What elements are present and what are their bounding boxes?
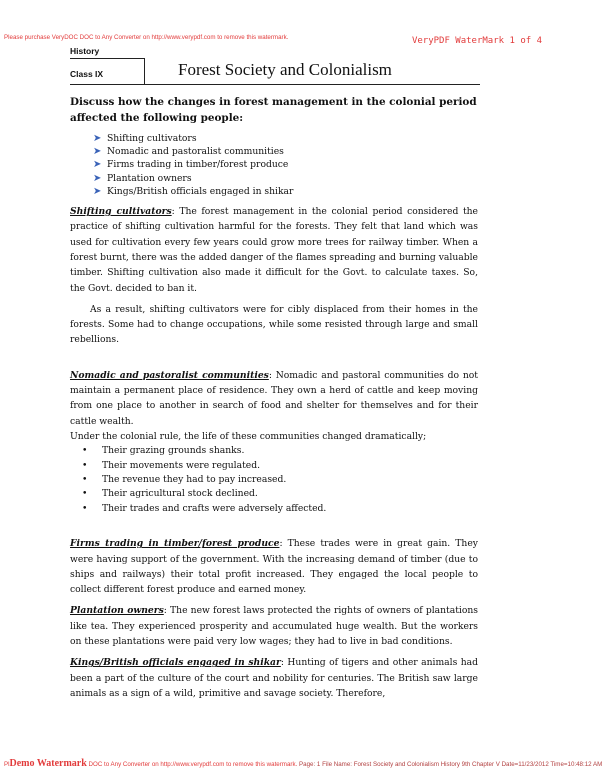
page-info: Page: 1 File Name: Forest Society and Colonialism History 9th Chapter V Date=11/23/2012 Time=10:48:12 AM xyxy=(299,761,602,768)
arrow-bullet-icon: ➤ xyxy=(93,133,102,144)
list-item: ➤ Plantation owners xyxy=(93,172,192,184)
header-divider-horizontal xyxy=(70,58,144,59)
document-body xyxy=(70,94,478,707)
question: Discuss how the changes in forest management in the colonial period affected the following people: xyxy=(70,96,477,124)
nomadic-paragraph: Nomadic and pastoralist communities: Nomadic and pastoral communities do not maintain a permanent place of residence. They own a herd of cattle and keep moving from one place to another in search of food and shelter for themselves and for their cattle wealth. xyxy=(70,369,478,427)
watermark-top-left: Please purchase VeryDOC DOC to Any Converter on http://www.verypdf.com to remove this watermark. xyxy=(4,34,289,41)
arrow-bullet-icon: ➤ xyxy=(93,172,102,184)
list-item: • Their movements were regulated. xyxy=(82,459,478,473)
header-subject: History xyxy=(70,46,100,56)
plantation-paragraph: Plantation owners: The new forest laws protected the rights of owners of plantations like tea. They experienced prosperity and accumulated huge wealth. But the workers on these plantations were paid very low wages; they had to live in bad conditions. xyxy=(70,605,478,647)
bullet-icon: • xyxy=(82,488,88,500)
people-list xyxy=(70,132,478,198)
list-item: • Their agricultural stock declined. xyxy=(82,487,478,501)
arrow-bullet-icon: ➤ xyxy=(93,146,102,158)
list-item: • Their grazing grounds shanks. xyxy=(82,444,478,458)
shifting-cultivators-result: As a result, shifting cultivators were for cibly displaced from their homes in the forests. Some had to change occupations, while some resisted through large and small rebellions. xyxy=(70,303,478,346)
list-item: ➤ Shifting cultivators xyxy=(93,133,197,144)
watermark-top-right: VeryPDF WaterMark 1 of 4 xyxy=(411,36,542,46)
demo-watermark: Demo Watermark xyxy=(9,758,87,769)
header-class: Class IX xyxy=(70,69,104,79)
shifting-cultivators-paragraph: Shifting cultivators: The forest management in the colonial period considered the practice of shifting cultivation harmful for the forests. They felt that land which was used for cultivation every few years could grow more trees for railway timber. When a forest burnt, there was the added danger of the flames spreading and burning valuable timber. Shifting cultivation also made it difficult for the Govt. to calculate taxes. So, the Govt. decided to ban it. xyxy=(70,206,478,294)
bullet-icon: • xyxy=(82,459,88,471)
section-heading: Shifting cultivators xyxy=(70,206,172,218)
list-item: • The revenue they had to pay increased. xyxy=(82,473,478,487)
kings-paragraph: Kings/British officials engaged in shikar: Hunting of tigers and other animals had been a part of the culture of the court and nobility for centuries. The British saw large animals as a sign of a wild, primitive and savage society. Therefore, xyxy=(70,657,478,699)
section-heading: Kings/British officials engaged in shikar xyxy=(70,657,281,669)
nomadic-effects-list xyxy=(70,444,478,516)
arrow-bullet-icon: ➤ xyxy=(93,159,102,171)
page-title: Forest Society and Colonialism xyxy=(178,60,392,79)
list-item: ➤ Nomadic and pastoralist communities xyxy=(93,146,284,158)
list-item: • Their trades and crafts were adversely affected. xyxy=(82,502,478,516)
firms-paragraph: Firms trading in timber/forest produce: These trades were in great gain. They were having support of the government. With the increasing demand of timber (due to ships and railways) their total profit increased. They engaged the local people to collect different forest produce and earned money. xyxy=(70,538,478,596)
arrow-bullet-icon: ➤ xyxy=(93,185,102,197)
bullet-icon: • xyxy=(82,502,88,514)
header-divider-vertical xyxy=(144,58,145,84)
header-rule xyxy=(70,84,480,85)
nomadic-intro: Under the colonial rule, the life of these communities changed dramatically; xyxy=(70,430,427,442)
list-item: ➤ Firms trading in timber/forest produce xyxy=(93,159,289,171)
section-heading: Plantation owners xyxy=(70,605,164,617)
section-heading: Firms trading in timber/forest produce xyxy=(70,538,280,550)
list-item: ➤ Kings/British officials engaged in shikar xyxy=(93,185,294,197)
section-heading: Nomadic and pastoralist communities xyxy=(70,369,269,381)
watermark-bottom: PlDemo Watermark DOC to Any Converter on http://www.verypdf.com to remove this watermark. Page: 1 File Name: Forest Society and Colonialism History 9th Chapter V Date=11/23/2012 Time=10:48:12 AM xyxy=(4,758,602,769)
bullet-icon: • xyxy=(82,473,88,485)
bullet-icon: • xyxy=(82,445,88,457)
